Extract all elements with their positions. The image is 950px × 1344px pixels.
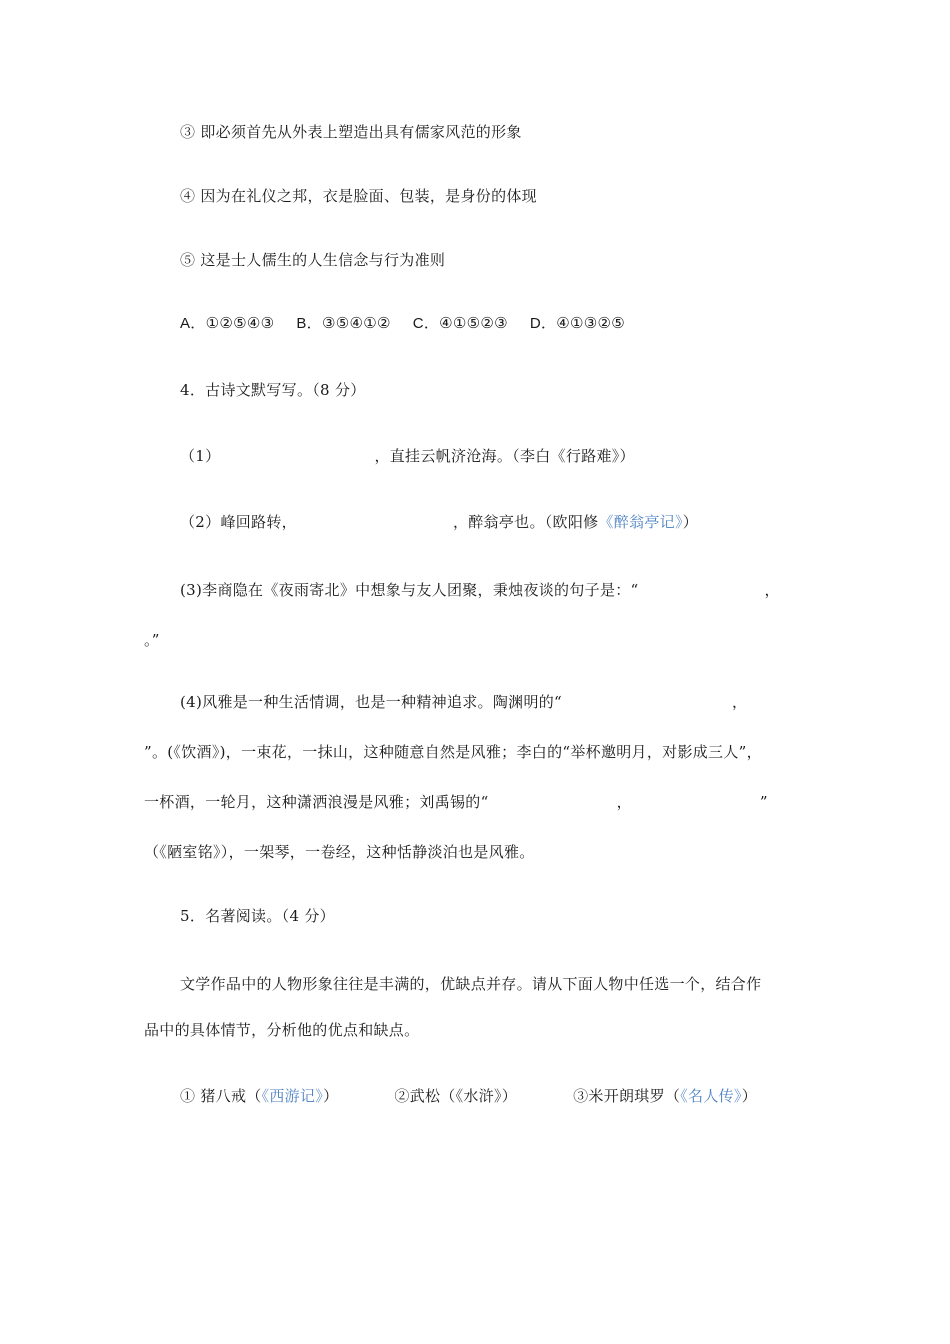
q4-item-4-line-3-comma: ， xyxy=(616,793,632,811)
mingrenzhuan-link[interactable]: 《名人传》 xyxy=(680,1087,742,1105)
q4-item-3-comma: ， xyxy=(764,581,780,599)
option-5: ⑤ 这是士人儒生的人生信念与行为准则 xyxy=(180,251,446,269)
q4-item-1-number: （1） xyxy=(180,447,221,465)
choice-b: B．③⑤④①② xyxy=(296,315,391,332)
q4-item-2-end: ） xyxy=(682,513,699,531)
q4-item-4-line-4: （《陋室铭》），一架琴，一卷经，这种恬静淡泊也是风雅。 xyxy=(144,843,535,861)
q4-item-4-line-2: ”。(《饮酒》)，一束花，一抹山，这种随意自然是风雅；李白的“举杯邀明月，对影成三人”， xyxy=(144,743,762,761)
q4-item-2-start: （2）峰回路转， xyxy=(180,513,297,531)
zuiwengtingji-link[interactable]: 《醉翁亭记》 xyxy=(598,513,683,531)
q4-item-3-end: 。” xyxy=(144,631,160,649)
q4-item-2-mid: ，醉翁亭也。（欧阳修 xyxy=(452,513,599,531)
character-1: ① 猪八戒（《西游记》） xyxy=(180,1087,339,1105)
q5-paragraph-line-1: 文学作品中的人物形象往往是丰满的，优缺点并存。请从下面人物中任选一个，结合作 xyxy=(180,975,762,993)
q4-item-4-line-1 xyxy=(180,692,747,712)
question-5-title: 5．名著阅读。（4 分） xyxy=(180,907,335,925)
q4-item-4-start: (4)风雅是一种生活情调，也是一种精神追求。陶渊明的“ xyxy=(180,693,563,711)
question-4-title: 4．古诗文默写写。（8 分） xyxy=(180,381,366,399)
choice-a: A．①②⑤④③ xyxy=(180,315,275,332)
character-3: ③米开朗琪罗（《名人传》） xyxy=(573,1087,758,1105)
q4-item-2 xyxy=(180,512,698,532)
answer-choices xyxy=(180,314,625,334)
option-4: ④ 因为在礼仪之邦，衣是脸面、包装，是身份的体现 xyxy=(180,187,537,205)
xiyouji-link[interactable]: 《西游记》 xyxy=(261,1087,324,1105)
q4-item-4-comma: ， xyxy=(732,693,748,711)
choice-d: D．④①③②⑤ xyxy=(529,315,626,332)
q4-item-4-line-3-start: 一杯酒，一轮月，这种潇洒浪漫是风雅；刘禹锡的“ xyxy=(144,793,489,811)
q4-item-4-line-3-end: ” xyxy=(759,793,768,811)
choice-c: C．④①⑤②③ xyxy=(412,315,508,332)
q4-item-4-line-3 xyxy=(144,792,768,812)
q4-item-3 xyxy=(180,580,780,600)
q5-paragraph-line-2: 品中的具体情节，分析他的优点和缺点。 xyxy=(144,1021,420,1039)
q4-item-1-text: ，直挂云帆济沧海。（李白《行路难》） xyxy=(374,447,635,465)
q4-item-3-start: (3)李商隐在《夜雨寄北》中想象与友人团聚，秉烛夜谈的句子是：“ xyxy=(180,581,639,599)
character-2: ②武松（《水浒》） xyxy=(394,1087,518,1105)
option-3: ③ 即必须首先从外表上塑造出具有儒家风范的形象 xyxy=(180,123,522,141)
q4-item-1 xyxy=(180,446,635,466)
q5-characters xyxy=(180,1086,757,1106)
